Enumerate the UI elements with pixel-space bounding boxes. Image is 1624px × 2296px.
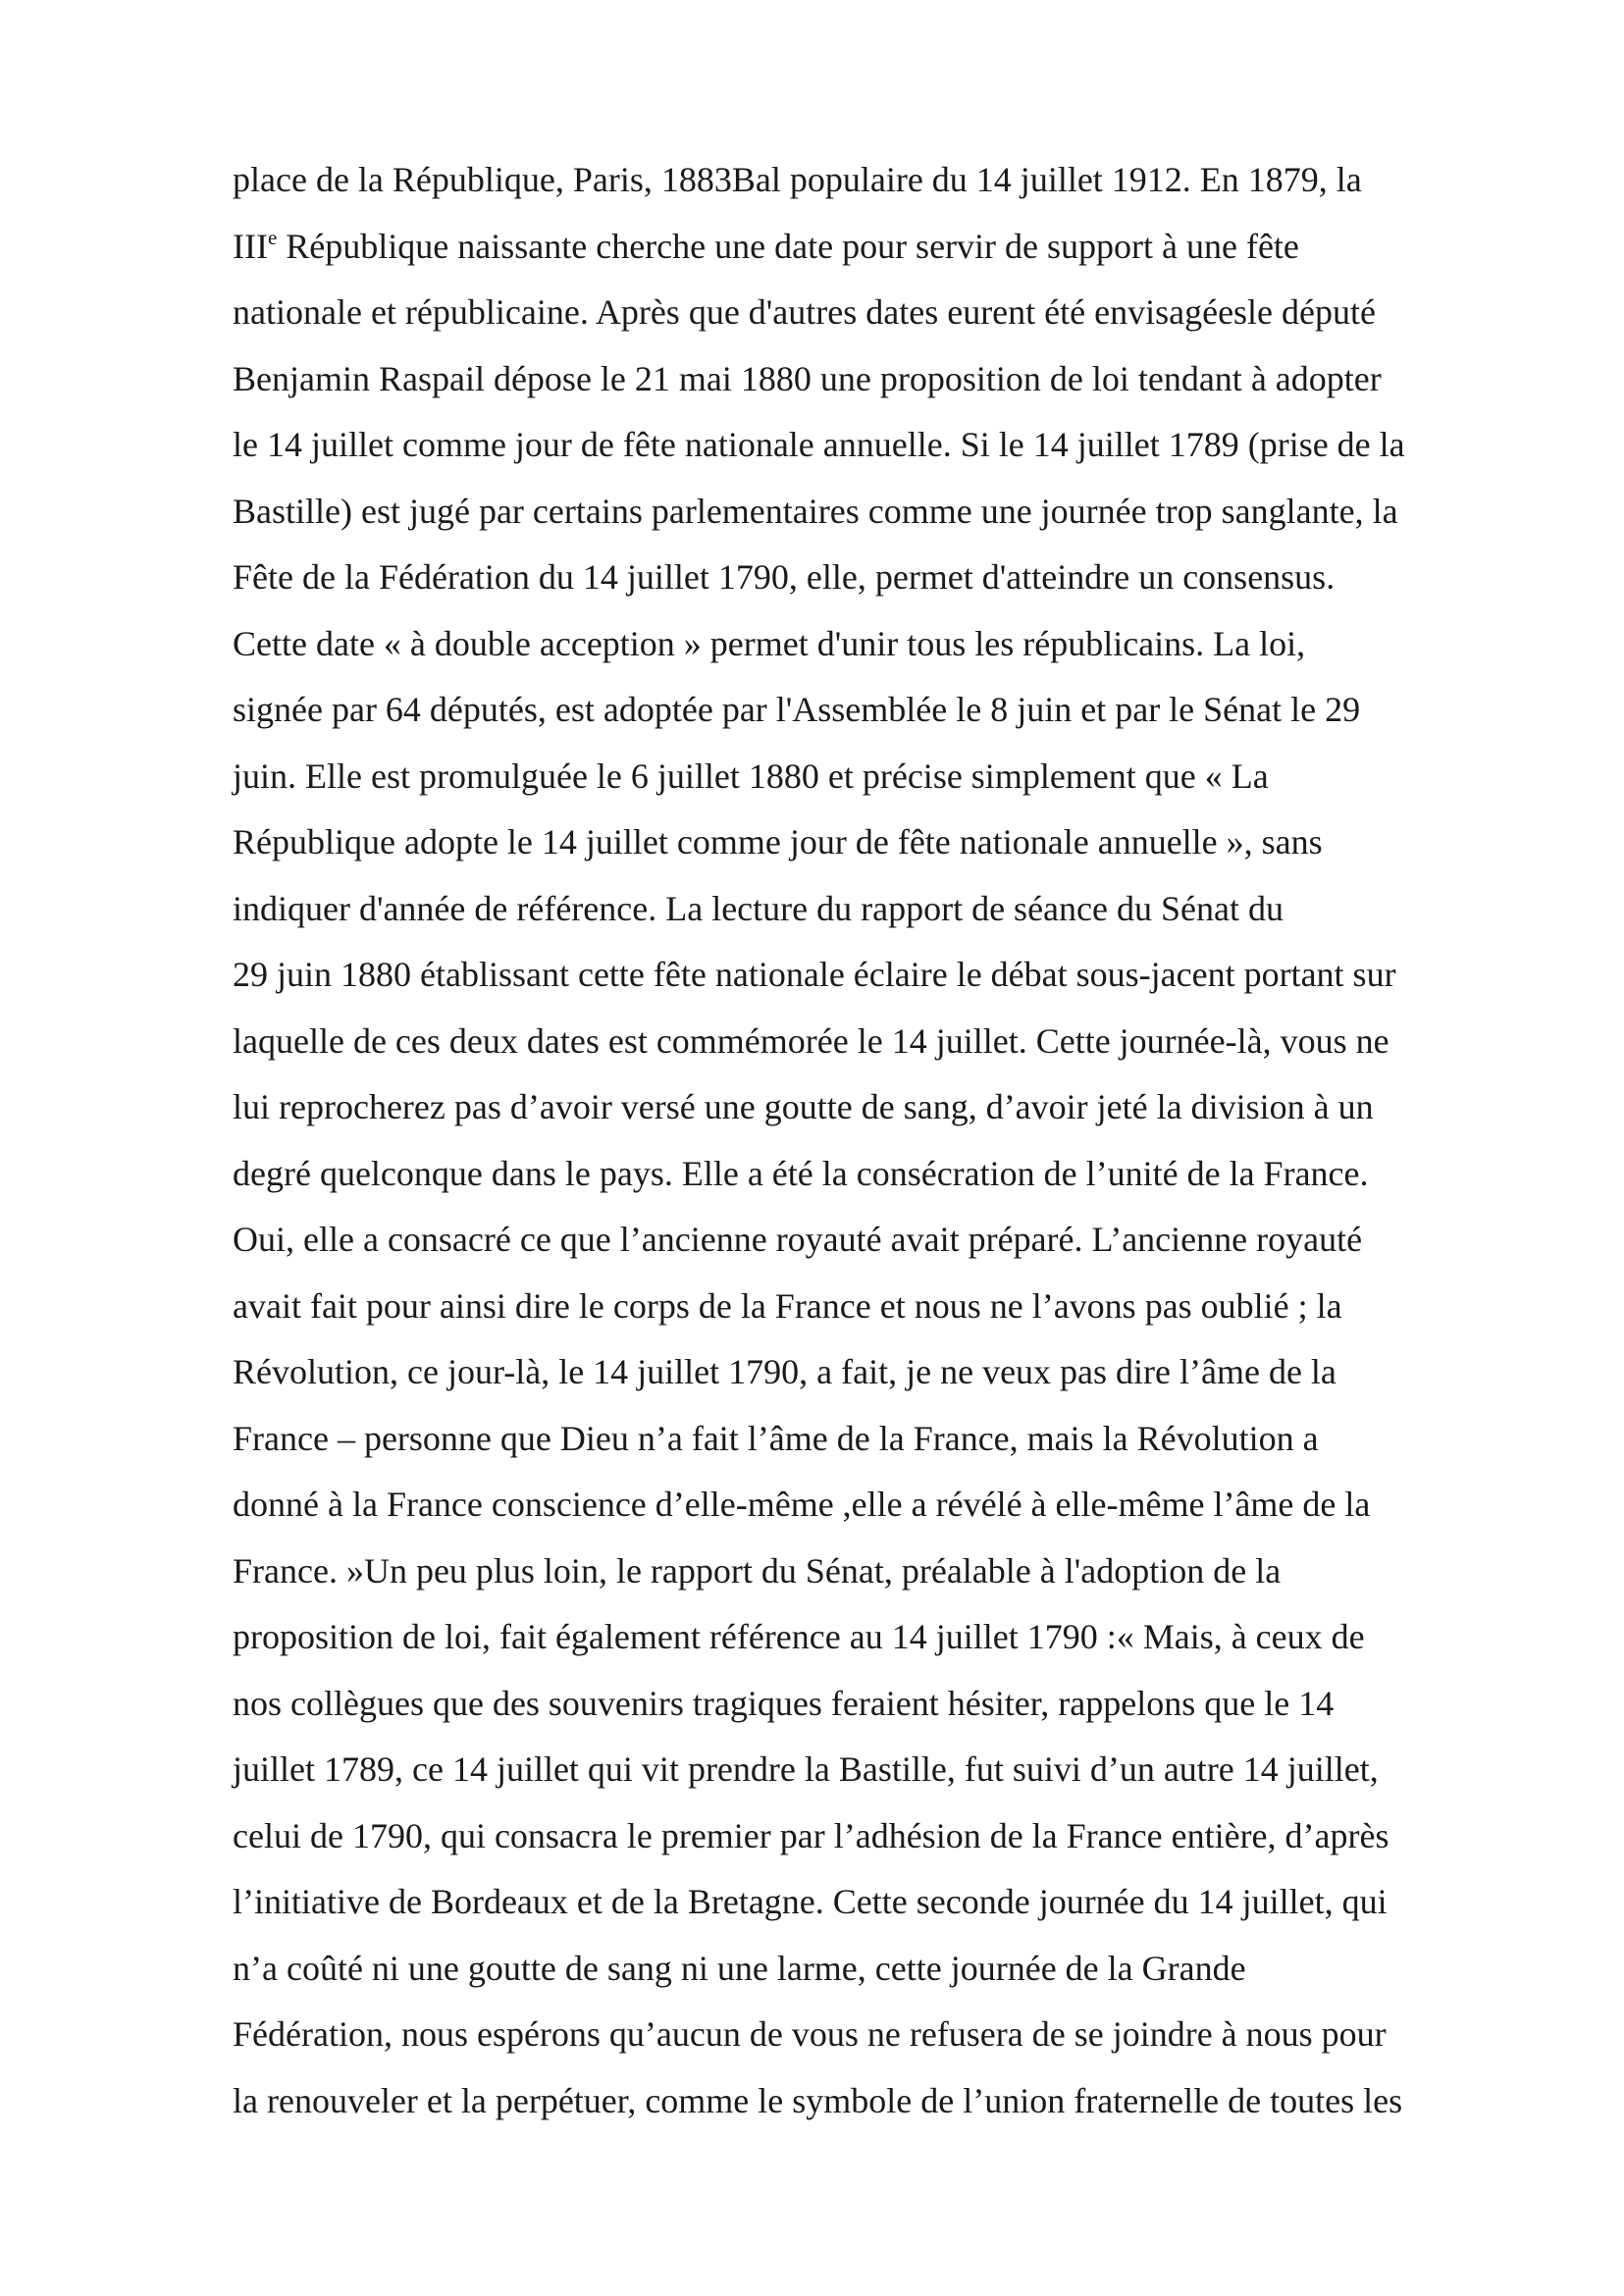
- text-line: République adopte le 14 juillet comme jour de fête nationale annuelle », sans: [233, 822, 1323, 861]
- text-line: place de la République, Paris, 1883Bal populaire du 14 juillet 1912. En 1879, la: [233, 160, 1362, 199]
- text-line: Révolution, ce jour-là, le 14 juillet 1790, a fait, je ne veux pas dire l’âme de la: [233, 1352, 1336, 1391]
- text-line: signée par 64 députés, est adoptée par l'Assemblée le 8 juin et par le Sénat le 29: [233, 690, 1361, 729]
- text-line: Cette date « à double acception » permet d'unir tous les républicains. La loi,: [233, 623, 1306, 663]
- body-text: [233, 147, 1538, 2134]
- roman-numeral: III: [233, 226, 268, 266]
- text-line: la renouveler et la perpétuer, comme le symbole de l’union fraternelle de toutes les: [233, 2080, 1403, 2120]
- ordinal-superscript: e: [267, 225, 278, 249]
- text-line: le 14 juillet comme jour de fête nationale annuelle. Si le 14 juillet 1789 (prise de la: [233, 425, 1405, 464]
- text-line: nos collègues que des souvenirs tragiques feraient hésiter, rappelons que le 14: [233, 1683, 1335, 1723]
- text-line: lui reprocherez pas d’avoir versé une goutte de sang, d’avoir jeté la division à un: [233, 1087, 1374, 1126]
- text-line: [233, 214, 1538, 281]
- text-line: Benjamin Raspail dépose le 21 mai 1880 une proposition de loi tendant à adopter: [233, 358, 1382, 398]
- text-line: nationale et républicaine. Après que d'autres dates eurent été envisagéesle député: [233, 292, 1376, 332]
- text-line: laquelle de ces deux dates est commémorée le 14 juillet. Cette journée-là, vous ne: [233, 1020, 1389, 1061]
- text-line: Oui, elle a consacré ce que l’ancienne royauté avait préparé. L’ancienne royauté: [233, 1220, 1363, 1259]
- text-line: donné à la France conscience d’elle-même ,elle a révélé à elle-même l’âme de la: [233, 1485, 1371, 1524]
- text-line: l’initiative de Bordeaux et de la Bretagne. Cette seconde journée du 14 juillet, qui: [233, 1882, 1388, 1921]
- text-line: France. »Un peu plus loin, le rapport du Sénat, préalable à l'adoption de la: [233, 1550, 1282, 1591]
- text-line: avait fait pour ainsi dire le corps de la France et nous ne l’avons pas oublié ; la: [233, 1285, 1342, 1326]
- text-line: Fête de la Fédération du 14 juillet 1790, elle, permet d'atteindre un consensus.: [233, 557, 1336, 597]
- text-line: proposition de loi, fait également référence au 14 juillet 1790 :« Mais, à ceux de: [233, 1617, 1365, 1656]
- text-line: Bastille) est jugé par certains parlementaires comme une journée trop sanglante, la: [233, 491, 1398, 531]
- text-line: 29 juin 1880 établissant cette fête nationale éclaire le débat sous-jacent portant sur: [233, 955, 1396, 994]
- text-line: Fédération, nous espérons qu’aucun de vous ne refusera de se joindre à nous pour: [233, 2014, 1387, 2054]
- text-line: celui de 1790, qui consacra le premier par l’adhésion de la France entière, d’après: [233, 1815, 1389, 1855]
- text-line: juin. Elle est promulguée le 6 juillet 1880 et précise simplement que « La: [233, 756, 1269, 796]
- text-line: degré quelconque dans le pays. Elle a été la consécration de l’unité de la France.: [233, 1153, 1369, 1193]
- text-line: France – personne que Dieu n’a fait l’âme de la France, mais la Révolution a: [233, 1418, 1319, 1458]
- text-line: n’a coûté ni une goutte de sang ni une larme, cette journée de la Grande: [233, 1948, 1246, 1988]
- text-line: juillet 1789, ce 14 juillet qui vit prendre la Bastille, fut suivi d’un autre 14 juillet,: [233, 1749, 1379, 1789]
- text-line-rest: République naissante cherche une date pour servir de support à une fête: [286, 226, 1299, 266]
- text-line: indiquer d'année de référence. La lecture du rapport de séance du Sénat du: [233, 888, 1283, 928]
